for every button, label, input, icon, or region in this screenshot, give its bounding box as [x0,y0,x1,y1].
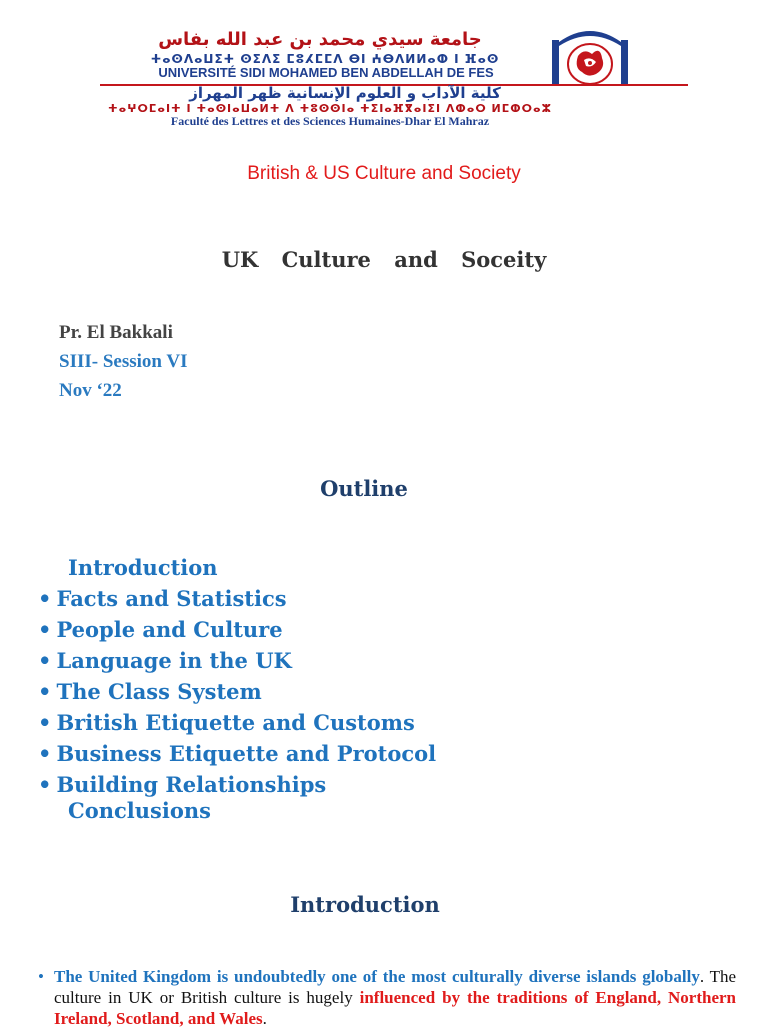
outline-item: • Building Relationships [38,769,436,800]
course-title: British & US Culture and Society [247,163,521,184]
professor-name: Pr. El Bakkali [59,322,173,343]
outline-heading: Outline [320,476,408,501]
letterhead [0,0,768,140]
faculty-name-french: Faculté des Lettres et des Sciences Humaines-Dhar El Mahraz [170,114,490,128]
university-name-tifinagh: ⵜⴰⵙⴷⴰⵡⵉⵜ ⵙⵉⴷⵉ ⵎⵓⵃⵎⵎⴷ ⴱⵏ ⵄⴱⴷⵍⵍⴰⵀ ⵏ ⴼⴰⵙ [150,52,500,66]
introduction-paragraph [38,966,736,1029]
plain-text: . The culture in UK or British culture is hugely [54,967,737,1007]
outline-item: • Language in the UK [38,645,436,676]
university-name-arabic: جامعة سيدي محمد بن عبد الله بفاس [158,29,482,50]
outline-item-conclusions: Conclusions [68,798,211,823]
outline-item: • The Class System [38,676,436,707]
plain-text: . [262,1009,267,1028]
lecture-meta [59,318,187,405]
highlight-blue-text: The United Kingdom is undoubtedly one of the most culturally diverse islands globally [54,967,700,986]
university-seal-icon [548,28,632,86]
introduction-heading: Introduction [290,892,440,917]
outline-list [38,552,436,822]
bullet-icon: • [38,967,44,986]
outline-item-introduction: Introduction [68,555,218,580]
outline-item: • People and Culture [38,614,436,645]
faculty-name-arabic: كلية الآداب و العلوم الإنسانية ظهر المهراز [189,84,501,102]
outline-item: • Business Etiquette and Protocol [38,738,436,769]
highlight-red-text: influenced by the traditions of England, Northern Ireland, Scotland, and Wales [54,988,736,1028]
outline-item: • Facts and Statistics [38,583,436,614]
lecture-date: Nov ‘22 [59,380,122,401]
session-label: SIII- Session VI [59,351,188,372]
university-name-french: UNIVERSITÉ SIDI MOHAMED BEN ABDELLAH DE FES [158,65,494,80]
outline-item: • British Etiquette and Customs [38,707,436,738]
document-title: UK Culture and Soceity [221,247,547,272]
paragraph-text [38,966,736,1029]
faculty-name-tifinagh: ⵜⴰⵖⵔⵎⴰⵏⵜ ⵏ ⵜⴰⵙⵏⴰⵡⴰⵍⵜ ⴷ ⵜⵓⵙⵙⵏⴰ ⵜⵉⵏⴰⴼⴳⴰⵏⵉⵏ ⴷⵀⴰⵔ ⵍⵎⵀⵔⴰⵣ [108,102,552,115]
